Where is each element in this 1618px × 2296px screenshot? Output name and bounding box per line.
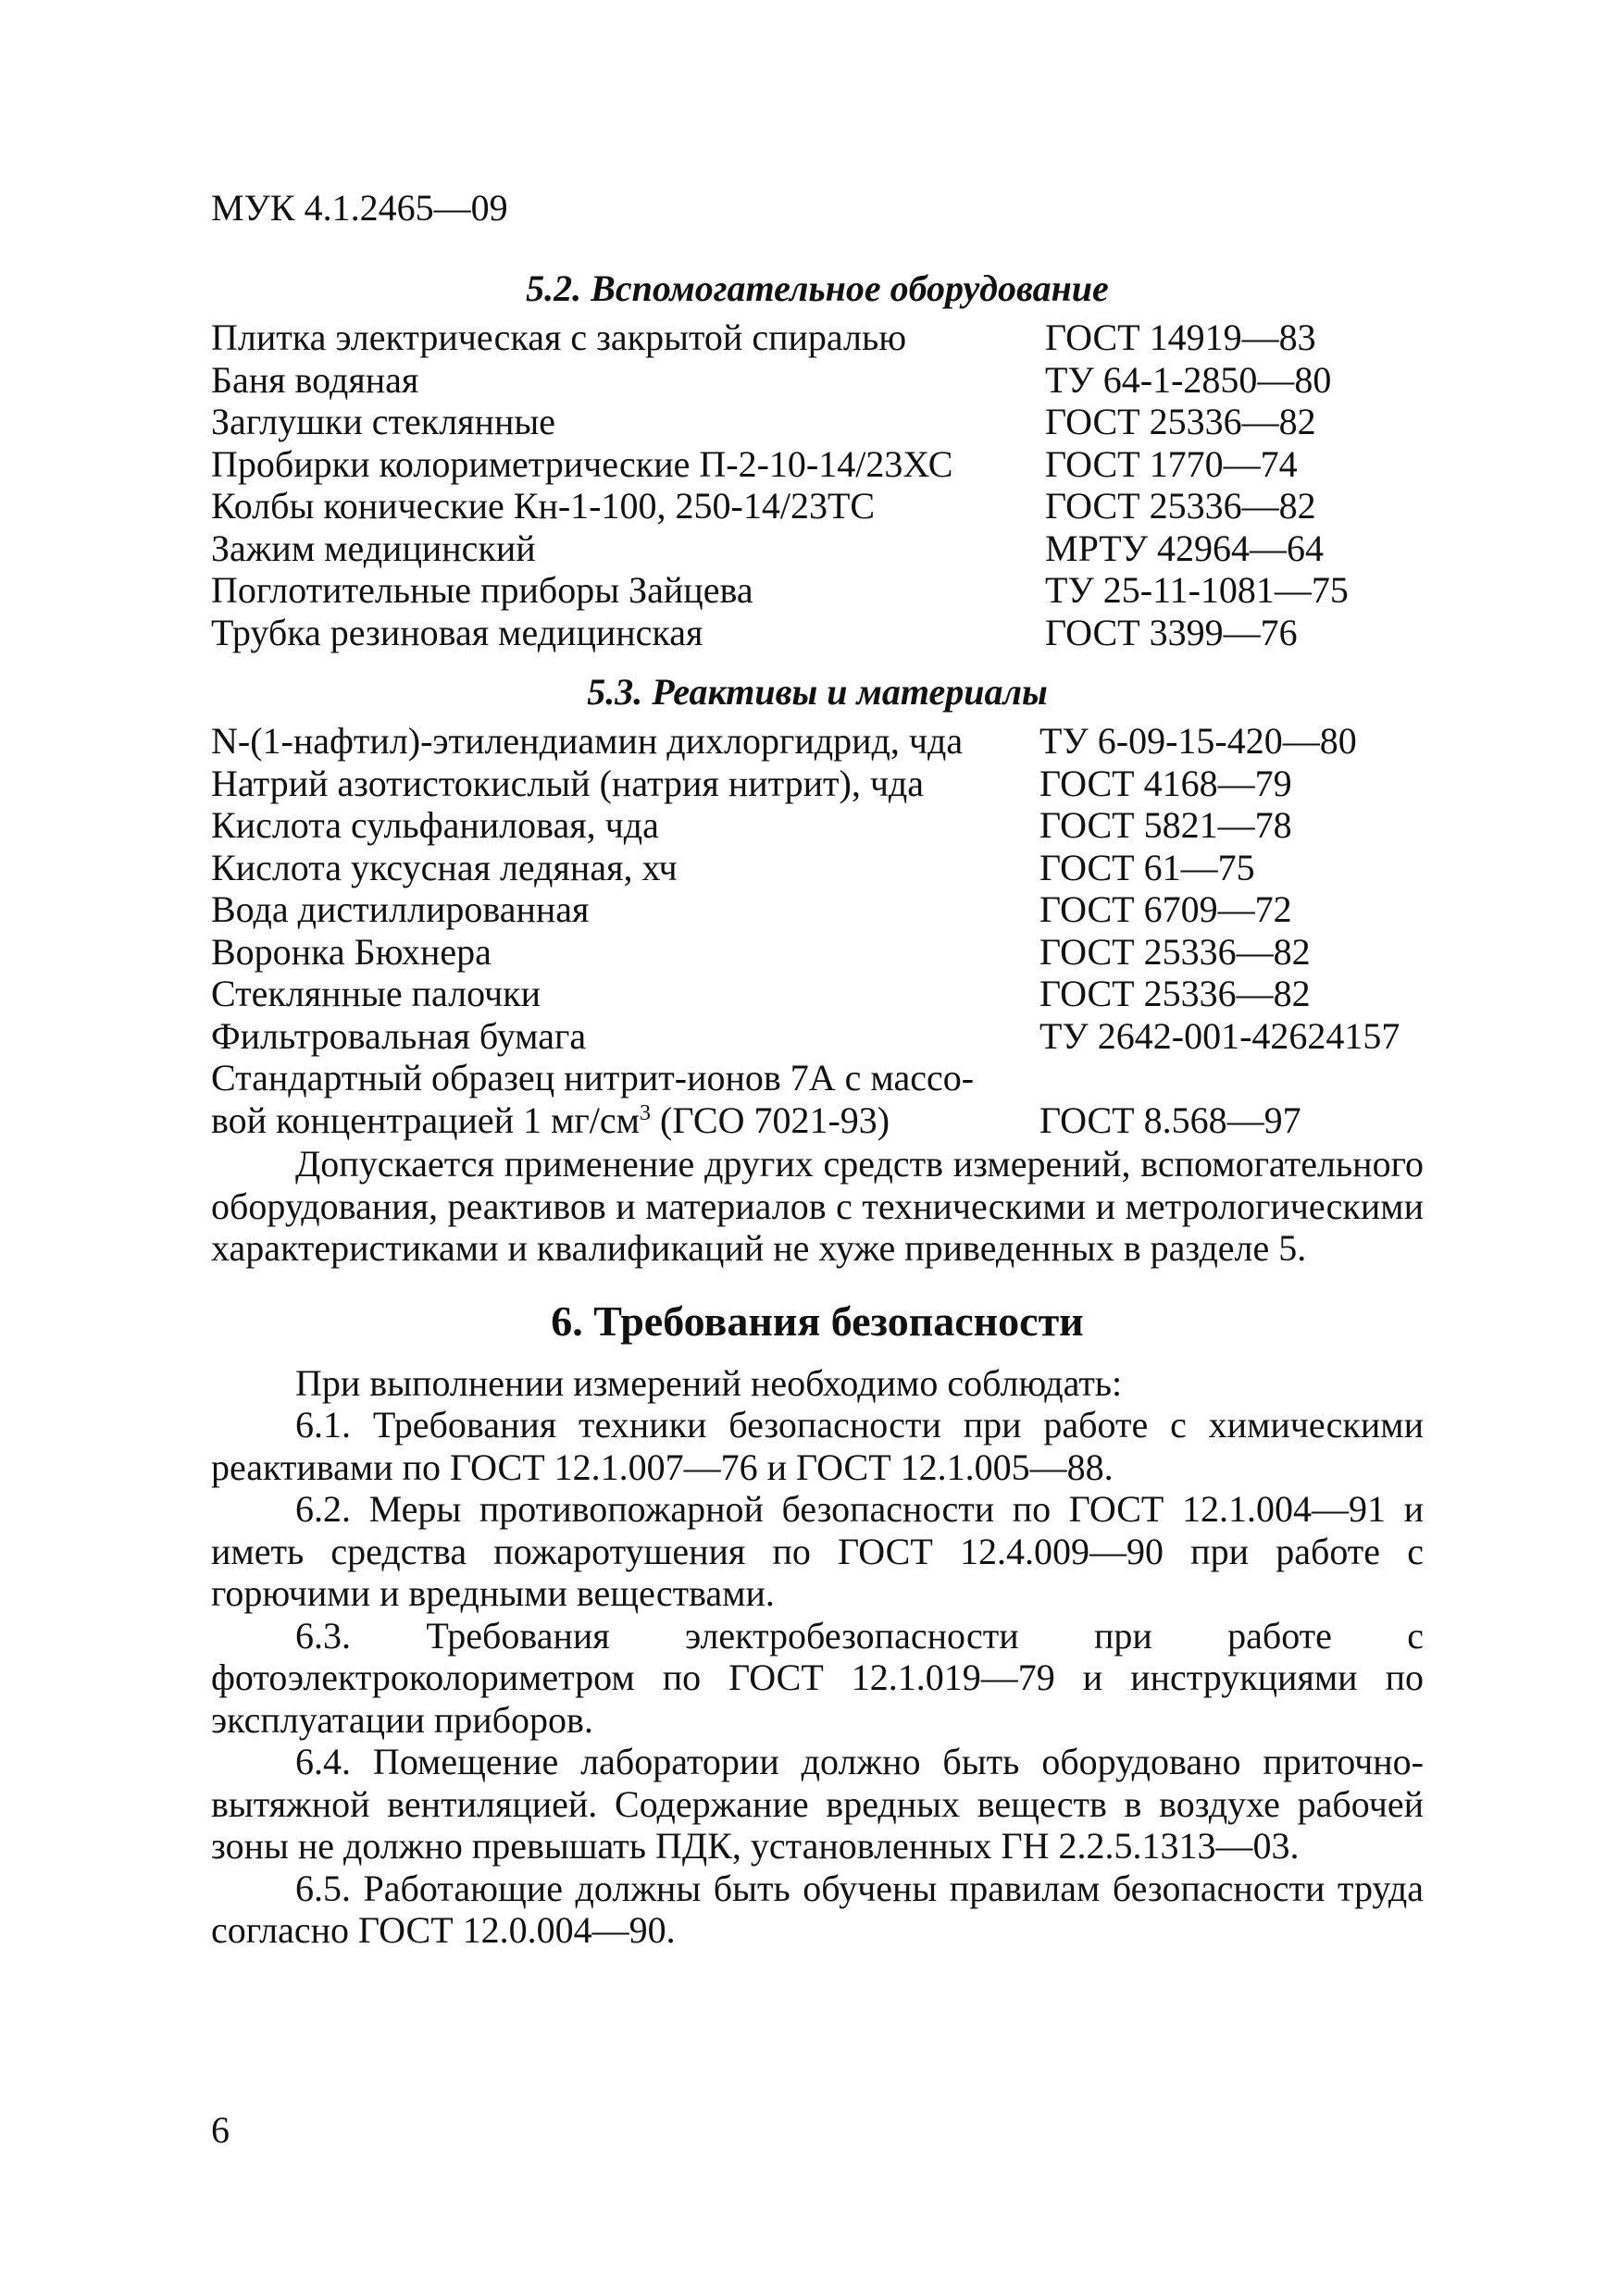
- reagent-standard: ТУ 2642-001-42624157: [1039, 1014, 1400, 1057]
- equipment-standard: ГОСТ 14919—83: [1045, 316, 1316, 358]
- reagent-name: Стеклянные палочки: [211, 973, 541, 1014]
- section-5-note: Допускается применение других средств измерений, вспомогательного оборудования, реактивов и материалов с техническими и метрологическими характеристиками и квалификаций не хуже приведенных в разделе 5.: [211, 1143, 1424, 1269]
- equipment-standard: ГОСТ 25336—82: [1045, 401, 1316, 442]
- equipment-row: [211, 485, 1424, 527]
- reagent-name-line1: Стандартный образец нитрит-ионов 7А с массо-: [211, 1057, 975, 1098]
- document-header: МУК 4.1.2465—09: [211, 187, 508, 229]
- reagent-name: Фильтровальная бумага: [211, 1014, 587, 1057]
- reagent-name: [211, 1057, 1039, 1141]
- reagent-standard: ГОСТ 6709—72: [1039, 888, 1292, 930]
- equipment-name: Поглотительные приборы Зайцева: [211, 569, 753, 611]
- section-6-intro: При выполнении измерений необходимо соблюдать:: [295, 1361, 1123, 1404]
- section-6-1-paragraph: 6.1. Требования техники безопасности при работе с химическими реактивами по ГОСТ 12.1.007—76 и ГОСТ 12.1.005—88.: [211, 1404, 1424, 1488]
- reagent-standard: ГОСТ 25336—82: [1039, 930, 1311, 973]
- reagent-row: [211, 931, 1424, 974]
- superscript-three: 3: [640, 1100, 651, 1125]
- section-5-2-title: 5.2. Вспомогательное оборудование: [526, 267, 1109, 309]
- reagent-standard: ГОСТ 5821—78: [1039, 804, 1292, 846]
- reagent-name-line2: вой концентрацией 1 мг/см: [211, 1098, 640, 1141]
- equipment-row: [211, 612, 1424, 654]
- equipment-name: Трубка резиновая медицинская: [211, 611, 703, 653]
- section-6-4-paragraph: 6.4. Помещение лаборатории должно быть оборудовано приточно-вытяжной вентиляцией. Содержание вредных веществ в воздухе рабочей зоны не должно превышать ПДК, установленных ГН 2.2.5.1313—03.: [211, 1741, 1424, 1867]
- section-6-title: 6. Требования безопасности: [551, 1297, 1084, 1345]
- reagent-row: [211, 763, 1424, 805]
- reagent-row: [211, 804, 1424, 847]
- reagents-list: [211, 720, 1424, 1141]
- equipment-row: [211, 443, 1424, 486]
- equipment-standard: ГОСТ 1770—74: [1045, 442, 1298, 485]
- section-6-3-paragraph: 6.3. Требования электробезопасности при работе с фотоэлектроколориметром по ГОСТ 12.1.019—79 и инструкциями по эксплуатации приборов.: [211, 1614, 1424, 1741]
- equipment-name: Пробирки колориметрические П-2-10-14/23ХС: [211, 442, 953, 485]
- section-6-2-paragraph: 6.2. Меры противопожарной безопасности по ГОСТ 12.1.004—91 и иметь средства пожаротушения по ГОСТ 12.4.009—90 при работе с горючими и вредными веществами.: [211, 1488, 1424, 1614]
- reagent-name: Вода дистиллированная: [211, 888, 590, 930]
- equipment-name: Заглушки стеклянные: [211, 401, 555, 442]
- equipment-row: [211, 527, 1424, 570]
- equipment-row: [211, 316, 1424, 359]
- equipment-name: Зажим медицинский: [211, 527, 536, 569]
- reagent-standard: ГОСТ 4168—79: [1039, 762, 1292, 804]
- reagent-row-standard-sample: [211, 1057, 1424, 1141]
- reagent-name-line2-end: (ГСО 7021-93): [651, 1098, 890, 1141]
- reagent-name: Кислота сульфаниловая, чда: [211, 804, 659, 846]
- reagent-name: Воронка Бюхнера: [211, 930, 492, 973]
- equipment-standard: ГОСТ 25336—82: [1045, 485, 1316, 527]
- reagent-row: [211, 888, 1424, 931]
- equipment-standard: ТУ 64-1-2850—80: [1045, 358, 1332, 401]
- page-number: 6: [211, 2109, 230, 2151]
- reagent-standard: ГОСТ 61—75: [1039, 846, 1255, 888]
- reagent-row: [211, 847, 1424, 889]
- equipment-name: Колбы конические Кн-1-100, 250-14/23ТС: [211, 485, 876, 527]
- reagent-standard: ТУ 6-09-15-420—80: [1039, 720, 1357, 762]
- document-page: [211, 185, 1424, 1952]
- equipment-standard: ГОСТ 3399—76: [1045, 611, 1298, 653]
- reagent-row: [211, 1015, 1424, 1058]
- equipment-name: Баня водяная: [211, 358, 419, 401]
- equipment-standard: МРТУ 42964—64: [1045, 527, 1325, 569]
- equipment-standard: ТУ 25-11-1081—75: [1045, 569, 1349, 611]
- equipment-row: [211, 569, 1424, 612]
- reagent-row: [211, 720, 1424, 763]
- equipment-list: [211, 316, 1424, 653]
- reagent-name: N-(1-нафтил)-этилендиамин дихлоргидрид, чда: [211, 720, 964, 762]
- equipment-row: [211, 359, 1424, 402]
- section-5-3-title: 5.3. Реактивы и материалы: [587, 671, 1048, 713]
- reagent-name: Кислота уксусная ледяная, хч: [211, 846, 678, 888]
- reagent-standard: ГОСТ 25336—82: [1039, 973, 1311, 1014]
- equipment-row: [211, 401, 1424, 443]
- reagent-name: Натрий азотистокислый (натрия нитрит), чда: [211, 762, 925, 804]
- equipment-name: Плитка электрическая с закрытой спиралью: [211, 316, 907, 358]
- reagent-row: [211, 973, 1424, 1015]
- section-6-5-paragraph: 6.5. Работающие должны быть обучены правилам безопасности труда согласно ГОСТ 12.0.004—90.: [211, 1867, 1424, 1951]
- reagent-standard: ГОСТ 8.568—97: [1039, 1098, 1301, 1141]
